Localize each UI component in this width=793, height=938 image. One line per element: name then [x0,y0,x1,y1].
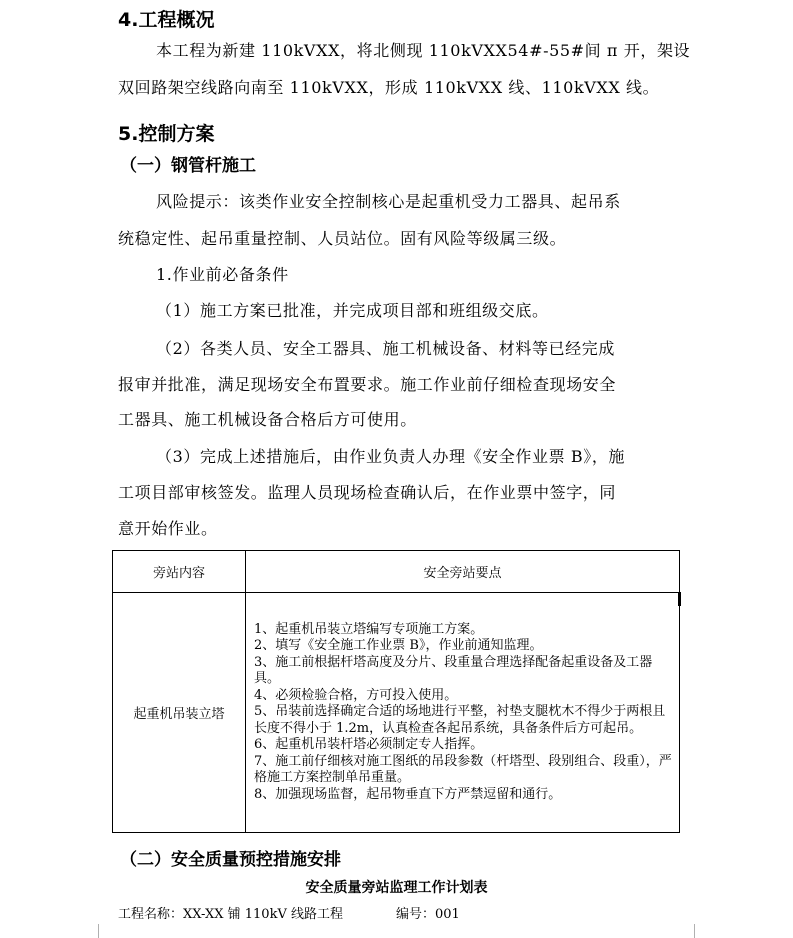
point-item: 6、起重机吊装杆塔必须制定专人指挥。 [254,737,484,753]
condition-item-3-line-3: 意开始作业。 [118,519,218,538]
table-row [113,593,680,833]
table-header-points: 安全旁站要点 [246,551,680,593]
crop-mark-right [694,924,709,938]
section-4-line-1: 本工程为新建 110kVXX，将北侧现 110kVXX54#-55#间 π 开，架设 [156,41,691,60]
condition-item-3-line-1: （3）完成上述措施后，由作业负责人办理《安全作业票 B》，施 [156,447,626,466]
point-item: 8、加强现场监督，起吊物垂直下方严禁逗留和通行。 [254,786,562,802]
crop-mark-left [84,924,99,938]
risk-line-2: 统稳定性、起吊重量控制、人员站位。固有风险等级属三级。 [118,229,567,248]
table-row-points [246,593,680,833]
table-header-content: 旁站内容 [113,551,246,593]
point-item: 2、填写《安全施工作业票 B》，作业前通知监理。 [254,638,543,654]
subsection-1-heading: （一）钢管杆施工 [120,156,256,176]
condition-item-3-line-2: 工项目部审核签发。监理人员现场检查确认后，在作业票中签字，同 [118,483,617,502]
project-name: 工程名称：XX-XX 铺 110kV 线路工程 [118,907,343,922]
table-header-row [113,551,680,593]
point-item: 7、施工前仔细核对施工图纸的吊段参数（杆塔型、段别组合、段重），严格施工方案控制单吊重量。 [254,753,672,786]
risk-line-1: 风险提示：该类作业安全控制核心是起重机受力工器具、起吊系 [156,192,621,211]
point-item: 3、施工前根据杆塔高度及分片、段重量合理选择配备起重设备及工器具。 [254,654,653,687]
table-row-label: 起重机吊装立塔 [113,593,246,833]
point-item: 4、必须检验合格，方可投入使用。 [254,687,458,703]
points-list [246,618,679,808]
subsection-2-heading: （二）安全质量预控措施安排 [120,850,341,870]
conditions-title: 1.作业前必备条件 [156,265,289,284]
plan-table-title: 安全质量旁站监理工作计划表 [305,880,488,896]
point-item: 1、起重机吊装立塔编写专项施工方案。 [254,621,484,637]
condition-item-2-line-1: （2）各类人员、安全工器具、施工机械设备、材料等已经完成 [156,339,615,358]
condition-item-1: （1）施工方案已批准，并完成项目部和班组级交底。 [156,301,549,320]
section-4-line-2: 双回路架空线路向南至 110kVXX，形成 110kVXX 线、110kVXX 线。 [118,78,660,97]
condition-item-2-line-2: 报审并批准，满足现场安全布置要求。施工作业前仔细检查现场安全 [118,375,617,394]
section-5-heading: 5.控制方案 [118,123,215,145]
condition-item-2-line-3: 工器具、施工机械设备合格后方可使用。 [118,410,417,429]
point-item: 5、吊装前选择确定合适的场地进行平整，衬垫支腿枕木不得少于两根且长度不得小于 1.2m，认真检查各起吊系统，具备条件后方可起吊。 [254,704,666,736]
text-cursor [678,592,681,606]
serial-number: 编号：001 [396,907,460,922]
supervision-points-table [112,550,680,833]
section-4-heading: 4.工程概况 [118,9,215,31]
